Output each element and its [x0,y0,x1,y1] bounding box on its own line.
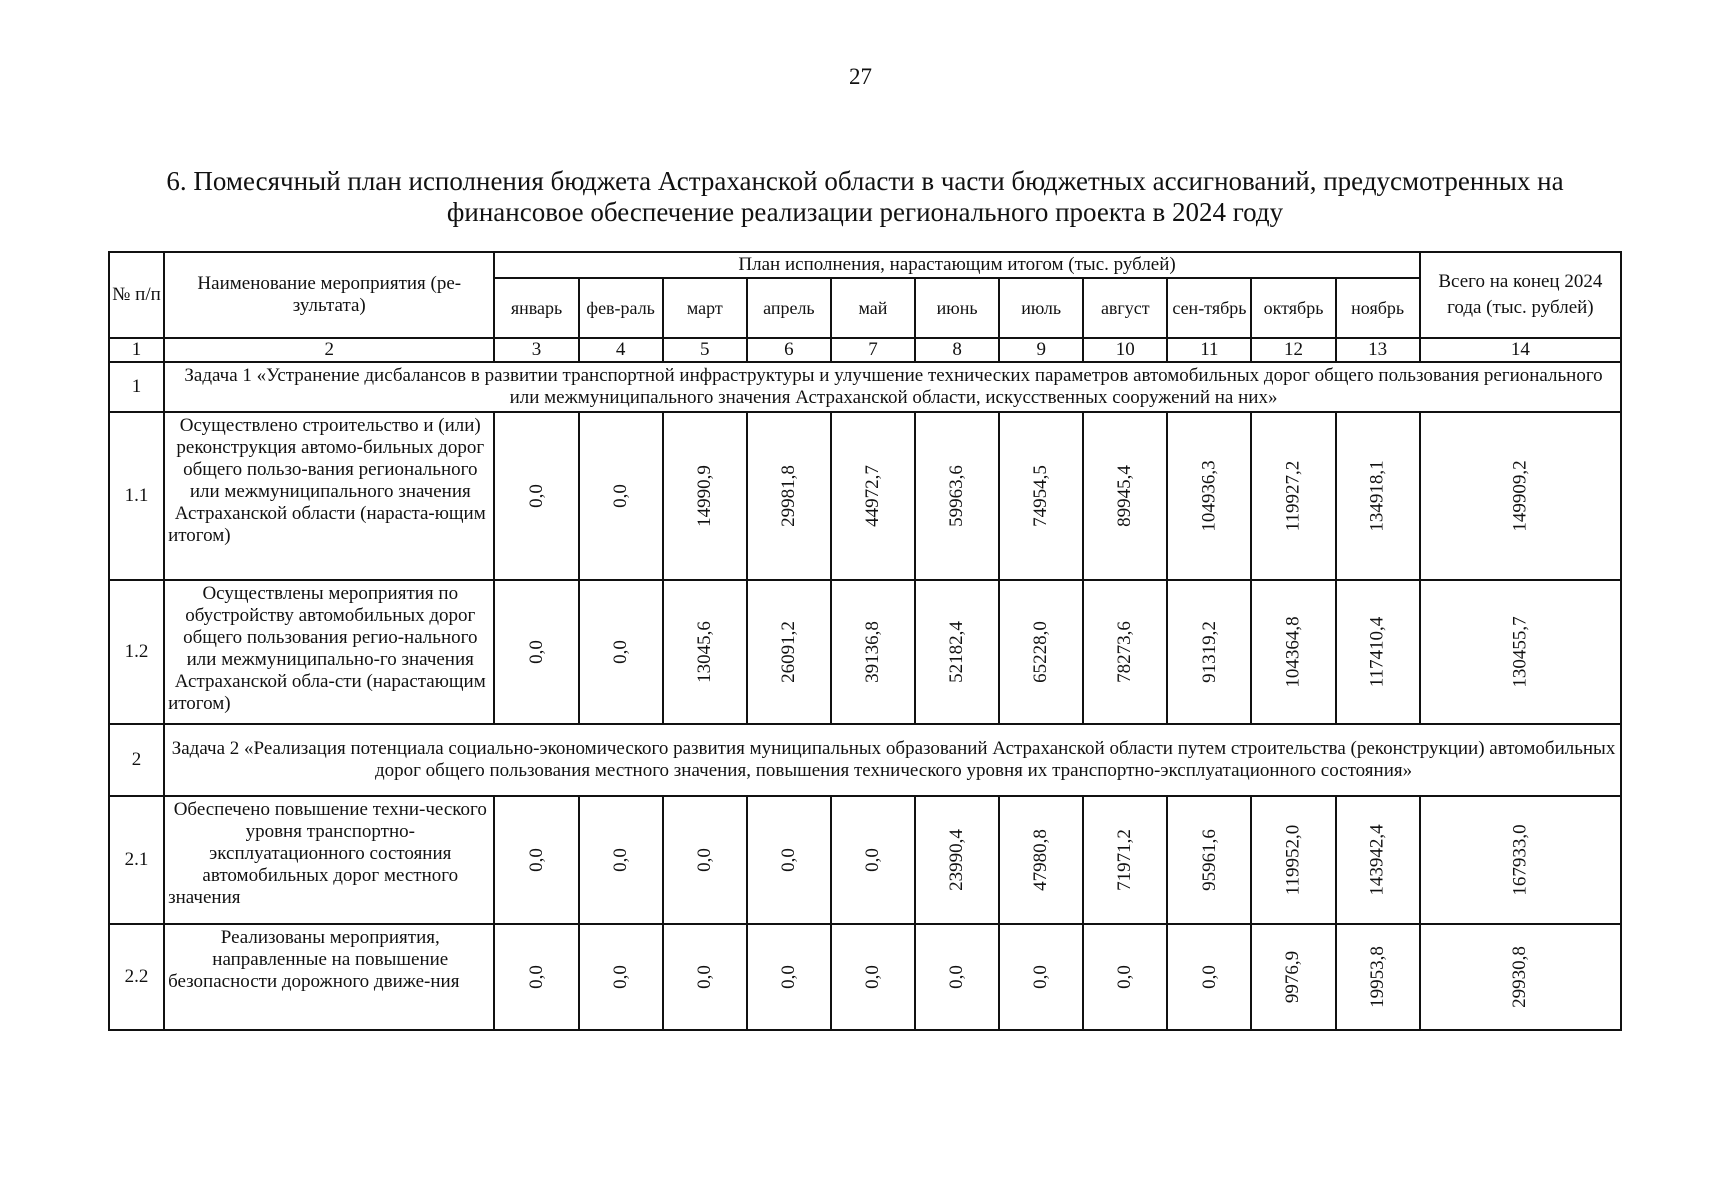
month-value: 14990,9 [693,465,715,527]
month-value: 117410,4 [1366,616,1388,688]
month-value: 0,0 [1030,965,1052,989]
month-value-cell [1167,412,1251,580]
month-value-cell [999,580,1083,724]
total-value-cell [1420,796,1621,924]
header-row-1 [109,252,1621,278]
total-value: 149909,2 [1509,460,1531,532]
row-number: 1.2 [109,580,164,724]
column-number: 5 [663,338,747,362]
month-value-cell [579,580,663,724]
month-value: 29981,8 [777,465,799,527]
total-value: 167933,0 [1509,824,1531,896]
month-value: 0,0 [525,848,547,872]
month-value-cell [663,924,747,1030]
month-value: 95961,6 [1198,829,1220,891]
header-name: Наименование мероприятия (ре-зультата) [164,252,494,338]
month-value-cell [747,924,831,1030]
month-value: 91319,2 [1198,621,1220,683]
table-row [109,924,1621,1030]
month-value-cell [831,580,915,724]
month-value: 0,0 [609,640,631,664]
month-value: 0,0 [609,965,631,989]
month-value-cell [1083,796,1167,924]
month-value: 26091,2 [777,621,799,683]
month-value: 71971,2 [1114,829,1136,891]
month-value: 0,0 [525,965,547,989]
month-value: 47980,8 [1030,829,1052,891]
title-line-1: 6. Помесячный план исполнения бюджета Астраханской области в части бюджетных ассигнований, предусмотренных на [166,166,1564,196]
column-number: 3 [494,338,578,362]
month-value-cell [1251,924,1335,1030]
month-value-cell [579,796,663,924]
month-value-cell [999,412,1083,580]
task-row [109,724,1621,796]
month-value-cell [915,924,999,1030]
month-value: 52182,4 [946,621,968,683]
month-value: 0,0 [525,640,547,664]
title-line-2: финансовое обеспечение реализации регионального проекта в 2024 году [446,197,1284,227]
page-number: 27 [849,64,872,89]
month-value: 0,0 [609,484,631,508]
month-value-cell [663,796,747,924]
month-value-cell [747,796,831,924]
month-value: 23990,4 [946,829,968,891]
month-value: 89945,4 [1114,465,1136,527]
measure-name: Осуществлены мероприятия по обустройству автомобильных дорог общего пользования регио-нального или межмуниципально-го значения Астраханской обла-сти (нарастающим итогом) [164,580,494,724]
month-value: 0,0 [861,965,883,989]
header-plan: План исполнения, нарастающим итогом (тыс. рублей) [494,252,1419,278]
task-description: Задача 2 «Реализация потенциала социально-экономического развития муниципальных образований Астраханской области путем строительства (реконструкции) автомобильных дорог общего пользования местного значения, повышения технического уровня их транспортно-эксплуатационного состояния» [164,724,1621,796]
month-value: 119952,0 [1282,824,1304,896]
month-value-cell [579,924,663,1030]
month-june: июнь [915,278,999,338]
column-number: 2 [164,338,494,362]
row-number: 2.2 [109,924,164,1030]
task-row [109,362,1621,412]
month-value: 0,0 [1114,965,1136,989]
column-number: 12 [1251,338,1335,362]
column-number: 10 [1083,338,1167,362]
measure-name: Обеспечено повышение техни-ческого уровня транспортно-эксплуатационного состояния автомобильных дорог местного значения [164,796,494,924]
column-number: 8 [915,338,999,362]
measure-name: Реализованы мероприятия, направленные на повышение безопасности дорожного движе-ния [164,924,494,1030]
month-value-cell [494,580,578,724]
month-value: 44972,7 [861,465,883,527]
month-value-cell [915,412,999,580]
month-value-cell [915,580,999,724]
month-january: январь [494,278,578,338]
month-value: 0,0 [946,965,968,989]
column-number: 4 [579,338,663,362]
column-number: 7 [831,338,915,362]
header-total: Всего на конец 2024 года (тыс. рублей) [1420,252,1621,338]
month-value: 134918,1 [1366,460,1388,532]
month-value-cell [747,412,831,580]
month-value-cell [1083,412,1167,580]
column-number: 11 [1167,338,1251,362]
month-value-cell [831,796,915,924]
task-description: Задача 1 «Устранение дисбалансов в развитии транспортной инфраструктуры и улучшение технических параметров автомобильных дорог общего пользования регионального или межмуниципального значения Астраханской области, искусственных сооружений на них» [164,362,1621,412]
month-april: апрель [747,278,831,338]
month-september: сен-тябрь [1167,278,1251,338]
month-may: май [831,278,915,338]
month-value: 0,0 [861,848,883,872]
column-number: 6 [747,338,831,362]
column-number-row [109,338,1621,362]
document-title [100,166,1630,228]
month-value: 0,0 [1198,965,1220,989]
month-value-cell [1251,580,1335,724]
total-value-cell [1420,924,1621,1030]
month-value: 104364,8 [1282,616,1304,688]
header-num: № п/п [109,252,164,338]
month-value-cell [494,924,578,1030]
total-value: 130455,7 [1509,616,1531,688]
column-number: 9 [999,338,1083,362]
month-value: 0,0 [777,965,799,989]
month-value-cell [831,412,915,580]
month-value-cell [1167,924,1251,1030]
column-number: 1 [109,338,164,362]
column-number: 13 [1336,338,1420,362]
month-value-cell [1336,580,1420,724]
month-value: 65228,0 [1030,621,1052,683]
budget-plan-table [108,251,1622,1031]
month-value-cell [915,796,999,924]
month-july: июль [999,278,1083,338]
month-value-cell [1251,412,1335,580]
month-value: 19953,8 [1366,946,1388,1008]
month-value: 9976,9 [1282,950,1304,1004]
table-body [109,252,1621,1030]
row-number: 1.1 [109,412,164,580]
month-value: 0,0 [609,848,631,872]
month-value-cell [999,796,1083,924]
month-value: 119927,2 [1282,460,1304,532]
month-march: март [663,278,747,338]
table-row [109,412,1621,580]
month-february: фев-раль [579,278,663,338]
month-value-cell [1167,796,1251,924]
month-value: 74954,5 [1030,465,1052,527]
month-value-cell [1083,924,1167,1030]
month-value-cell [494,796,578,924]
column-number: 14 [1420,338,1621,362]
table-row [109,796,1621,924]
month-value: 13045,6 [693,621,715,683]
month-value-cell [579,412,663,580]
total-value: 29930,8 [1509,946,1531,1008]
month-october: октябрь [1251,278,1335,338]
month-value-cell [663,580,747,724]
month-value-cell [1167,580,1251,724]
row-number: 1 [109,362,164,412]
month-value-cell [999,924,1083,1030]
month-value-cell [1336,924,1420,1030]
month-value: 0,0 [693,965,715,989]
month-value: 0,0 [525,484,547,508]
month-value: 0,0 [777,848,799,872]
month-value: 104936,3 [1198,460,1220,532]
month-value-cell [1336,796,1420,924]
month-value-cell [831,924,915,1030]
month-value-cell [747,580,831,724]
month-value: 0,0 [693,848,715,872]
total-value-cell [1420,580,1621,724]
month-august: август [1083,278,1167,338]
month-value-cell [1083,580,1167,724]
row-number: 2 [109,724,164,796]
month-value: 39136,8 [861,621,883,683]
table-row [109,580,1621,724]
month-value: 78273,6 [1114,621,1136,683]
month-value-cell [494,412,578,580]
month-value: 143942,4 [1366,824,1388,896]
month-november: ноябрь [1336,278,1420,338]
month-value-cell [1336,412,1420,580]
month-value: 59963,6 [946,465,968,527]
measure-name: Осуществлено строительство и (или) реконструкция автомо-бильных дорог общего пользо-вания регионального или межмуниципального значения Астраханской области (нараста-ющим итогом) [164,412,494,580]
month-value-cell [663,412,747,580]
row-number: 2.1 [109,796,164,924]
total-value-cell [1420,412,1621,580]
month-value-cell [1251,796,1335,924]
